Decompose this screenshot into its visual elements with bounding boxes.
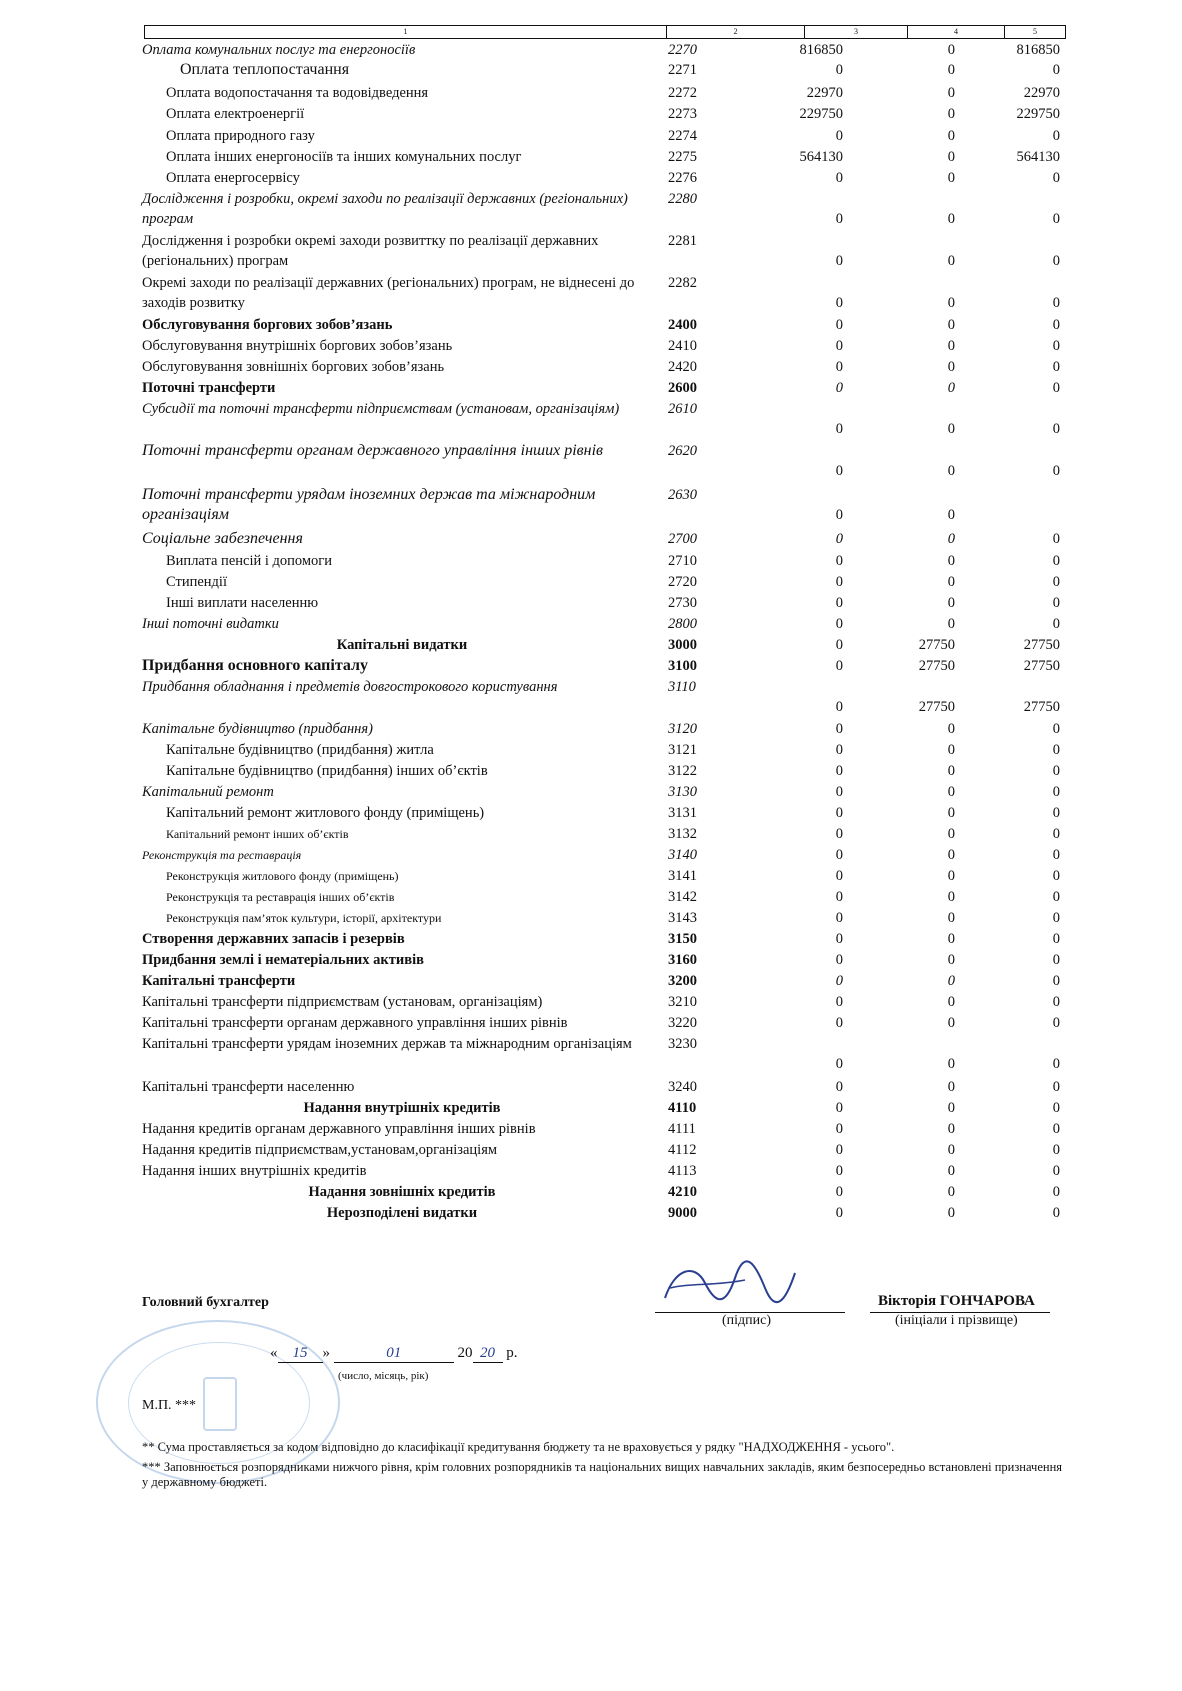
col-4-number: 4 bbox=[908, 26, 1005, 38]
row-label: Субсидії та поточні трансферти підприємствам (установам, організаціям) bbox=[142, 401, 620, 417]
row-value-col5: 564130 bbox=[1016, 149, 1060, 165]
row-label: Реконструкція житлового фонду (приміщень) bbox=[166, 869, 399, 883]
stamp-place-label: М.П. *** bbox=[142, 1398, 197, 1413]
row-code: 3220 bbox=[668, 1015, 697, 1031]
row-value-col3: 0 bbox=[835, 338, 843, 354]
row-value-col3: 0 bbox=[835, 211, 843, 227]
row-code: 2620 bbox=[668, 443, 697, 459]
row-value-col3: 0 bbox=[835, 1205, 843, 1221]
row-code: 4110 bbox=[668, 1100, 697, 1116]
row-code: 3150 bbox=[668, 931, 697, 947]
row-value-col3: 0 bbox=[835, 721, 843, 737]
row-code: 2273 bbox=[668, 106, 697, 122]
row-value-col3: 0 bbox=[835, 531, 843, 547]
row-label: Реконструкція та реставрація інших об’єктів bbox=[166, 890, 395, 904]
row-label: Капітальний ремонт інших об’єктів bbox=[166, 827, 349, 841]
date-suffix: р. bbox=[506, 1345, 518, 1361]
row-code: 3121 bbox=[668, 742, 697, 758]
row-value-col5: 0 bbox=[1052, 868, 1060, 884]
signature-caption: (підпис) bbox=[722, 1313, 772, 1328]
row-value-col5: 0 bbox=[1052, 170, 1060, 186]
row-value-col4: 0 bbox=[947, 85, 955, 101]
row-value-col3: 0 bbox=[835, 742, 843, 758]
row-code: 3210 bbox=[668, 994, 697, 1010]
row-value-col5: 0 bbox=[1052, 380, 1060, 396]
row-label: Надання кредитів підприємствам,установам,організаціям bbox=[142, 1142, 498, 1158]
row-label: Поточні трансферти урядам іноземних держав та міжнародним організаціям bbox=[142, 486, 596, 523]
row-value-col4: 0 bbox=[947, 463, 955, 479]
row-label: Дослідження і розробки окремі заходи розвиттку по реалізації державних (регіональних) програм bbox=[142, 233, 599, 269]
row-code: 4111 bbox=[668, 1121, 696, 1137]
row-value-col4: 0 bbox=[947, 868, 955, 884]
row-value-col5: 22970 bbox=[1023, 85, 1060, 101]
row-label: Капітальний ремонт житлового фонду (приміщень) bbox=[166, 805, 485, 821]
row-label: Поточні трансферти bbox=[142, 380, 276, 396]
row-value-col4: 0 bbox=[947, 931, 955, 947]
row-label: Поточні трансферти органам державного управління інших рівнів bbox=[142, 442, 603, 459]
row-code: 2281 bbox=[668, 233, 697, 249]
row-code: 3240 bbox=[668, 1079, 697, 1095]
row-value-col4: 0 bbox=[947, 317, 955, 333]
row-value-col5: 0 bbox=[1052, 574, 1060, 590]
row-value-col3: 0 bbox=[835, 253, 843, 269]
row-value-col5: 0 bbox=[1052, 553, 1060, 569]
row-label: Капітальні видатки bbox=[336, 637, 468, 653]
row-value-col3: 0 bbox=[835, 1079, 843, 1095]
row-code: 2700 bbox=[668, 531, 697, 547]
row-code: 3130 bbox=[668, 784, 697, 800]
row-code: 2276 bbox=[668, 170, 697, 186]
row-label: Оплата комунальних послуг та енергоносіїв bbox=[142, 42, 416, 58]
row-value-col5: 0 bbox=[1052, 784, 1060, 800]
row-label: Капітальні трансферти населенню bbox=[142, 1079, 355, 1095]
row-value-col5: 0 bbox=[1052, 847, 1060, 863]
col-2-number: 2 bbox=[667, 26, 805, 38]
row-code: 2730 bbox=[668, 595, 697, 611]
row-code: 3122 bbox=[668, 763, 697, 779]
row-label: Капітальні трансферти урядам іноземних держав та міжнародним організаціям bbox=[142, 1036, 632, 1052]
row-value-col4: 0 bbox=[947, 889, 955, 905]
row-value-col4: 0 bbox=[947, 910, 955, 926]
row-code: 3141 bbox=[668, 868, 697, 884]
row-value-col3: 0 bbox=[835, 128, 843, 144]
row-value-col4: 0 bbox=[947, 531, 955, 547]
row-value-col5: 27750 bbox=[1023, 637, 1060, 653]
row-value-col5: 0 bbox=[1052, 531, 1060, 547]
row-label: Надання кредитів органам державного управління інших рівнів bbox=[142, 1121, 536, 1137]
row-value-col5: 0 bbox=[1052, 421, 1060, 437]
row-value-col4: 0 bbox=[947, 1015, 955, 1031]
row-value-col4: 0 bbox=[947, 847, 955, 863]
row-value-col4: 0 bbox=[947, 211, 955, 227]
row-code: 2282 bbox=[668, 275, 697, 291]
row-value-col5: 0 bbox=[1052, 910, 1060, 926]
row-label: Інші поточні видатки bbox=[142, 616, 279, 632]
row-value-col3: 0 bbox=[835, 973, 843, 989]
row-value-col3: 0 bbox=[835, 931, 843, 947]
row-label: Капітальні трансферти органам державного управління інших рівнів bbox=[142, 1015, 568, 1031]
row-value-col4: 0 bbox=[947, 62, 955, 78]
row-label: Капітальне будівництво (придбання) житла bbox=[166, 742, 434, 758]
row-code: 2280 bbox=[668, 191, 697, 207]
row-value-col4: 0 bbox=[947, 574, 955, 590]
row-label: Оплата теплопостачання bbox=[180, 61, 350, 78]
row-value-col3: 0 bbox=[835, 463, 843, 479]
row-value-col5: 0 bbox=[1052, 128, 1060, 144]
row-value-col4: 0 bbox=[947, 1184, 955, 1200]
row-value-col4: 0 bbox=[947, 170, 955, 186]
row-value-col5: 0 bbox=[1052, 826, 1060, 842]
row-code: 2274 bbox=[668, 128, 697, 144]
date-day: 15 bbox=[278, 1345, 323, 1363]
row-label: Капітальні трансферти bbox=[142, 973, 296, 989]
row-code: 3143 bbox=[668, 910, 697, 926]
row-value-col5: 0 bbox=[1052, 616, 1060, 632]
row-code: 3160 bbox=[668, 952, 697, 968]
row-label: Соціальне забезпечення bbox=[142, 530, 303, 547]
row-value-col4: 0 bbox=[947, 1056, 955, 1072]
row-value-col4: 0 bbox=[947, 421, 955, 437]
row-label: Оплата природного газу bbox=[166, 128, 315, 144]
row-code: 2720 bbox=[668, 574, 697, 590]
row-label: Створення державних запасів і резервів bbox=[142, 931, 405, 947]
row-value-col3: 0 bbox=[835, 1056, 843, 1072]
row-value-col4: 0 bbox=[947, 805, 955, 821]
chief-accountant-label: Головний бухгалтер bbox=[142, 1295, 269, 1310]
row-label: Придбання основного капіталу bbox=[142, 657, 368, 674]
date-month: 01 bbox=[334, 1345, 454, 1363]
row-value-col3: 0 bbox=[835, 595, 843, 611]
row-value-col5: 0 bbox=[1052, 721, 1060, 737]
row-value-col4: 0 bbox=[947, 1163, 955, 1179]
row-label: Реконструкція пам’яток культури, історії, архітектури bbox=[166, 911, 442, 925]
row-value-col3: 0 bbox=[835, 170, 843, 186]
row-value-col5: 0 bbox=[1052, 211, 1060, 227]
row-value-col4: 0 bbox=[947, 952, 955, 968]
row-value-col4: 0 bbox=[947, 1142, 955, 1158]
row-label: Капітальне будівництво (придбання) bbox=[142, 721, 373, 737]
row-label: Оплата енергосервісу bbox=[166, 170, 300, 186]
row-value-col4: 0 bbox=[947, 1079, 955, 1095]
row-code: 3131 bbox=[668, 805, 697, 821]
row-value-col4: 0 bbox=[947, 1205, 955, 1221]
row-code: 4210 bbox=[668, 1184, 697, 1200]
row-value-col5: 0 bbox=[1052, 1184, 1060, 1200]
row-code: 2272 bbox=[668, 85, 697, 101]
row-value-col3: 0 bbox=[835, 658, 843, 674]
row-value-col5: 0 bbox=[1052, 763, 1060, 779]
row-value-col4: 0 bbox=[947, 994, 955, 1010]
name-caption: (ініціали і прізвище) bbox=[895, 1313, 1018, 1328]
row-value-col4: 0 bbox=[947, 784, 955, 800]
row-code: 2600 bbox=[668, 380, 697, 396]
row-value-col5: 0 bbox=[1052, 1205, 1060, 1221]
row-label: Надання зовнішніх кредитів bbox=[308, 1184, 496, 1200]
row-label: Капітальний ремонт bbox=[142, 784, 274, 800]
row-label: Обслуговування внутрішніх боргових зобов’язань bbox=[142, 338, 453, 354]
row-label: Оплата електроенергії bbox=[166, 106, 305, 122]
row-value-col3: 0 bbox=[835, 380, 843, 396]
footnote-2: *** Заповнюється розпорядниками нижчого рівня, крім головних розпорядників та національних вищих навчальних закладів, яким безпосередньо встановлені призначення у державному бюджеті. bbox=[142, 1460, 1063, 1489]
row-value-col5: 0 bbox=[1052, 463, 1060, 479]
footnote-1: ** Сума проставляється за кодом відповідно до класифікації кредитування бюджету та не враховується у рядку "НАДХОДЖЕННЯ - усього". bbox=[142, 1440, 895, 1454]
row-value-col3: 0 bbox=[835, 359, 843, 375]
row-value-col3: 0 bbox=[835, 295, 843, 311]
date-year-prefix: 20 bbox=[457, 1345, 473, 1361]
row-value-col5: 0 bbox=[1052, 805, 1060, 821]
row-code: 3230 bbox=[668, 1036, 697, 1052]
row-value-col3: 0 bbox=[835, 847, 843, 863]
row-value-col5: 0 bbox=[1052, 931, 1060, 947]
row-code: 3142 bbox=[668, 889, 697, 905]
row-value-col3: 0 bbox=[835, 952, 843, 968]
row-code: 3200 bbox=[668, 973, 697, 989]
row-code: 3000 bbox=[668, 637, 697, 653]
row-code: 4112 bbox=[668, 1142, 697, 1158]
row-value-col3: 0 bbox=[835, 637, 843, 653]
row-value-col5: 0 bbox=[1052, 253, 1060, 269]
row-code: 3140 bbox=[668, 847, 697, 863]
row-label: Надання внутрішніх кредитів bbox=[303, 1100, 501, 1116]
row-value-col4: 0 bbox=[947, 742, 955, 758]
row-value-col4: 0 bbox=[947, 295, 955, 311]
row-code: 3100 bbox=[668, 658, 697, 674]
handwritten-signature bbox=[655, 1258, 805, 1318]
row-code: 2400 bbox=[668, 317, 697, 333]
date-caption: (число, місяць, рік) bbox=[338, 1370, 429, 1382]
row-value-col3: 0 bbox=[835, 1015, 843, 1031]
row-value-col5: 0 bbox=[1052, 952, 1060, 968]
row-code: 2271 bbox=[668, 62, 697, 78]
trident-emblem-icon bbox=[203, 1377, 237, 1431]
row-value-col5: 0 bbox=[1052, 595, 1060, 611]
row-value-col4: 0 bbox=[947, 338, 955, 354]
row-value-col4: 0 bbox=[947, 553, 955, 569]
row-value-col3: 0 bbox=[835, 1142, 843, 1158]
row-value-col3: 564130 bbox=[799, 149, 843, 165]
row-value-col4: 0 bbox=[947, 826, 955, 842]
row-value-col3: 0 bbox=[835, 805, 843, 821]
row-code: 2710 bbox=[668, 553, 697, 569]
row-value-col5: 0 bbox=[1052, 1142, 1060, 1158]
row-label: Дослідження і розробки, окремі заходи по реалізації державних (регіональних) програм bbox=[142, 191, 628, 227]
row-value-col3: 0 bbox=[835, 574, 843, 590]
row-value-col3: 0 bbox=[835, 317, 843, 333]
row-label: Стипендії bbox=[166, 574, 227, 590]
row-value-col3: 0 bbox=[835, 889, 843, 905]
row-value-col3: 0 bbox=[835, 62, 843, 78]
row-value-col4: 27750 bbox=[918, 658, 955, 674]
row-value-col4: 0 bbox=[947, 253, 955, 269]
row-code: 2270 bbox=[668, 42, 697, 58]
row-value-col5: 27750 bbox=[1023, 699, 1060, 715]
row-value-col3: 22970 bbox=[806, 85, 843, 101]
row-value-col5: 0 bbox=[1052, 889, 1060, 905]
row-value-col4: 0 bbox=[947, 149, 955, 165]
row-value-col3: 229750 bbox=[799, 106, 843, 122]
row-value-col3: 816850 bbox=[799, 42, 843, 58]
row-value-col3: 0 bbox=[835, 1163, 843, 1179]
row-label: Обслуговування зовнішніх боргових зобов’язань bbox=[142, 359, 445, 375]
row-value-col4: 0 bbox=[947, 1100, 955, 1116]
row-code: 9000 bbox=[668, 1205, 697, 1221]
row-value-col5: 0 bbox=[1052, 1100, 1060, 1116]
row-value-col5: 0 bbox=[1052, 1163, 1060, 1179]
row-label: Обслуговування боргових зобов’язань bbox=[142, 317, 393, 333]
row-value-col3: 0 bbox=[835, 1100, 843, 1116]
row-value-col5: 0 bbox=[1052, 973, 1060, 989]
row-value-col4: 0 bbox=[947, 128, 955, 144]
row-label: Капітальні трансферти підприємствам (установам, організаціям) bbox=[142, 994, 543, 1010]
row-value-col4: 0 bbox=[947, 1121, 955, 1137]
row-label: Капітальне будівництво (придбання) інших об’єктів bbox=[166, 763, 488, 779]
row-code: 2410 bbox=[668, 338, 697, 354]
col-1-number: 1 bbox=[145, 26, 667, 38]
row-value-col5: 0 bbox=[1052, 742, 1060, 758]
row-label: Реконструкція та реставрація bbox=[142, 848, 302, 862]
row-value-col5: 0 bbox=[1052, 317, 1060, 333]
row-code: 2630 bbox=[668, 487, 697, 503]
row-code: 2275 bbox=[668, 149, 697, 165]
row-value-col4: 27750 bbox=[918, 637, 955, 653]
row-code: 3110 bbox=[668, 679, 696, 695]
row-value-col5: 0 bbox=[1052, 1121, 1060, 1137]
row-code: 3132 bbox=[668, 826, 697, 842]
row-value-col3: 0 bbox=[835, 699, 843, 715]
row-value-col3: 0 bbox=[835, 1121, 843, 1137]
row-value-col3: 0 bbox=[835, 910, 843, 926]
row-value-col5: 0 bbox=[1052, 359, 1060, 375]
row-value-col4: 0 bbox=[947, 595, 955, 611]
row-value-col4: 0 bbox=[947, 359, 955, 375]
row-value-col3: 0 bbox=[835, 421, 843, 437]
date-year-suffix: 20 bbox=[473, 1345, 503, 1363]
row-value-col5: 0 bbox=[1052, 295, 1060, 311]
row-value-col3: 0 bbox=[835, 553, 843, 569]
accountant-name: Вікторія ГОНЧАРОВА bbox=[878, 1293, 1035, 1309]
row-value-col4: 0 bbox=[947, 42, 955, 58]
row-value-col3: 0 bbox=[835, 868, 843, 884]
row-label: Оплата інших енергоносіїв та інших комунальних послуг bbox=[166, 149, 522, 165]
row-label: Оплата водопостачання та водовідведення bbox=[166, 85, 429, 101]
row-value-col4: 0 bbox=[947, 380, 955, 396]
row-value-col4: 27750 bbox=[918, 699, 955, 715]
row-label: Надання інших внутрішніх кредитів bbox=[142, 1163, 367, 1179]
row-code: 2800 bbox=[668, 616, 697, 632]
row-value-col4: 0 bbox=[947, 721, 955, 737]
row-value-col4: 0 bbox=[947, 973, 955, 989]
row-value-col5: 27750 bbox=[1023, 658, 1060, 674]
row-label: Нерозподілені видатки bbox=[326, 1205, 478, 1221]
row-value-col5: 0 bbox=[1052, 1056, 1060, 1072]
row-value-col4: 0 bbox=[947, 106, 955, 122]
row-value-col4: 0 bbox=[947, 763, 955, 779]
row-label: Придбання землі і нематеріальних активів bbox=[142, 952, 424, 968]
row-label: Інші виплати населенню bbox=[166, 595, 319, 611]
row-value-col4: 0 bbox=[947, 507, 955, 523]
row-value-col5: 0 bbox=[1052, 62, 1060, 78]
date-field: « 15 » 01 20 20 р. bbox=[270, 1345, 518, 1361]
row-value-col3: 0 bbox=[835, 616, 843, 632]
row-value-col5: 0 bbox=[1052, 338, 1060, 354]
row-value-col5: 0 bbox=[1052, 994, 1060, 1010]
row-code: 2610 bbox=[668, 401, 697, 417]
row-value-col4: 0 bbox=[947, 616, 955, 632]
row-code: 4113 bbox=[668, 1163, 697, 1179]
col-3-number: 3 bbox=[805, 26, 908, 38]
row-value-col3: 0 bbox=[835, 507, 843, 523]
row-value-col5: 0 bbox=[1052, 1079, 1060, 1095]
row-value-col3: 0 bbox=[835, 994, 843, 1010]
row-value-col3: 0 bbox=[835, 784, 843, 800]
row-label: Виплата пенсій і допомоги bbox=[166, 553, 333, 569]
col-5-number: 5 bbox=[1033, 27, 1037, 36]
row-value-col3: 0 bbox=[835, 1184, 843, 1200]
row-value-col5: 229750 bbox=[1016, 106, 1060, 122]
row-code: 3120 bbox=[668, 721, 697, 737]
row-label: Окремі заходи по реалізації державних (регіональних) програм, не віднесені до заходів розвитку bbox=[142, 275, 635, 311]
row-code: 2420 bbox=[668, 359, 697, 375]
row-value-col5: 0 bbox=[1052, 1015, 1060, 1031]
row-label: Придбання обладнання і предметів довгострокового користування bbox=[142, 679, 558, 695]
row-value-col5: 816850 bbox=[1016, 42, 1060, 58]
row-value-col3: 0 bbox=[835, 763, 843, 779]
row-value-col3: 0 bbox=[835, 826, 843, 842]
